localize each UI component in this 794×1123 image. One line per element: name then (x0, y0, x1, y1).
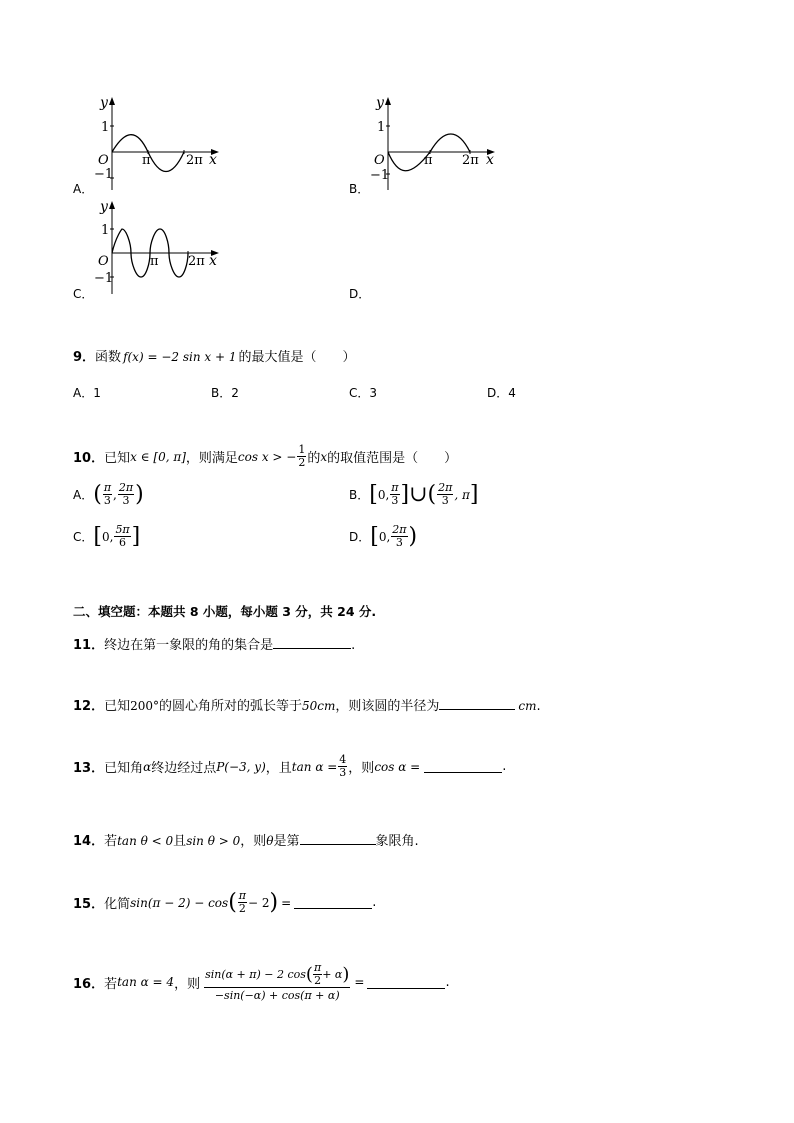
q9-option-b: B．2 (211, 386, 239, 400)
option-b-label: B． (349, 182, 370, 196)
origin-label: O (374, 153, 385, 168)
section-title: 二、填空题：本题共 8 小题，每小题 3 分，共 24 分. (73, 604, 377, 619)
question-13: 13． 已知角 α 终边经过点 P(−3, y) ，且 tan α = $\frac{4}{3}$ ，则 cos α = . (73, 753, 507, 779)
answer-blank[interactable] (424, 760, 502, 773)
graph-c (92, 198, 232, 298)
tick-neg-one: −1 (370, 168, 390, 183)
y-axis-label: y (100, 199, 108, 215)
option-a-label: A． (73, 182, 94, 196)
question-number: 10． (73, 451, 105, 466)
x-axis-label: x (209, 152, 217, 168)
question-12: 12．已知200°的圆心角所对的弧长等于50cm，则该圆的半径为 cm. (73, 699, 541, 714)
variable: x (320, 449, 328, 464)
tick-one: 1 (377, 120, 386, 135)
q9-option-c: C．3 (349, 386, 378, 400)
q10-option-b: B． [ 0, $\frac{\pi}{3}$ ]∪( $\frac{2\pi}{3}$ , π ] (349, 481, 479, 507)
question-text: 的最大值是（ ） (238, 350, 356, 365)
question-15: 15． 化简 sin(π − 2) − cos ( $\frac{\pi}{2}$ − 2 ) = . (73, 889, 377, 915)
tick-neg-one: −1 (94, 167, 114, 182)
y-axis-label: y (100, 95, 108, 111)
answer-blank[interactable] (273, 636, 351, 649)
question-text: 的取值范围是（ ） (327, 451, 458, 466)
q10-option-c: C． [ 0, $\frac{5\pi}{6}$ ] (73, 523, 141, 549)
option-c-label: C． (73, 287, 94, 301)
formula: f(x) = −2 sin x + 1 (123, 350, 237, 364)
question-14: 14．若tan θ < 0且sin θ > 0，则θ是第 象限角. (73, 834, 419, 849)
y-axis-label: y (376, 95, 384, 111)
question-9 (73, 346, 355, 365)
q10-option-d: D． [ 0, $\frac{2\pi}{3}$ ) (349, 523, 418, 549)
question-text: ，则满足 (185, 451, 238, 466)
origin-label: O (98, 153, 109, 168)
tick-two-pi: 2π (186, 153, 203, 168)
tick-two-pi: 2π (462, 153, 479, 168)
question-10 (73, 444, 457, 469)
tick-pi: π (424, 153, 433, 168)
tick-pi: π (142, 153, 151, 168)
q10-option-a: A． ( $\frac{\pi}{3}$ , $\frac{2\pi}{3}$ ) (73, 481, 144, 507)
question-text: 已知 (104, 451, 131, 466)
q9-option-a: A．1 (73, 386, 101, 400)
tick-one: 1 (101, 223, 110, 238)
x-axis-label: x (486, 152, 494, 168)
tick-one: 1 (101, 120, 110, 135)
tick-pi: π (150, 254, 159, 269)
answer-blank[interactable] (300, 832, 376, 845)
answer-blank[interactable] (439, 697, 515, 710)
option-d-label: D． (349, 287, 371, 301)
condition: x ∈ [0, π] (130, 449, 186, 464)
question-text: 函数 (95, 350, 122, 365)
tick-neg-one: −1 (94, 271, 114, 286)
x-axis-label: x (209, 253, 217, 269)
condition: cos x > − (237, 449, 297, 464)
question-11: 11．终边在第一象限的角的集合是 . (73, 638, 356, 653)
tick-two-pi: 2π (188, 254, 205, 269)
graph-b (368, 94, 508, 194)
answer-blank[interactable] (367, 976, 445, 989)
q9-option-d: D．4 (487, 386, 516, 400)
question-16: 16． 若 tan α = 4 ，则 sin(α + π) − 2 cos ( $\frac{\pi}{2}$ + α ) −sin(−α) + cos(π + α) = . (73, 961, 450, 1002)
fraction: $\frac{1}{2}$ (298, 443, 306, 469)
question-number: 9． (73, 350, 96, 365)
big-fraction: sin(α + π) − 2 cos ( $\frac{\pi}{2}$ + α ) −sin(−α) + cos(π + α) (205, 961, 350, 1002)
origin-label: O (98, 254, 109, 269)
question-text: 的 (307, 451, 321, 466)
answer-blank[interactable] (294, 896, 372, 909)
graph-a (92, 94, 232, 194)
